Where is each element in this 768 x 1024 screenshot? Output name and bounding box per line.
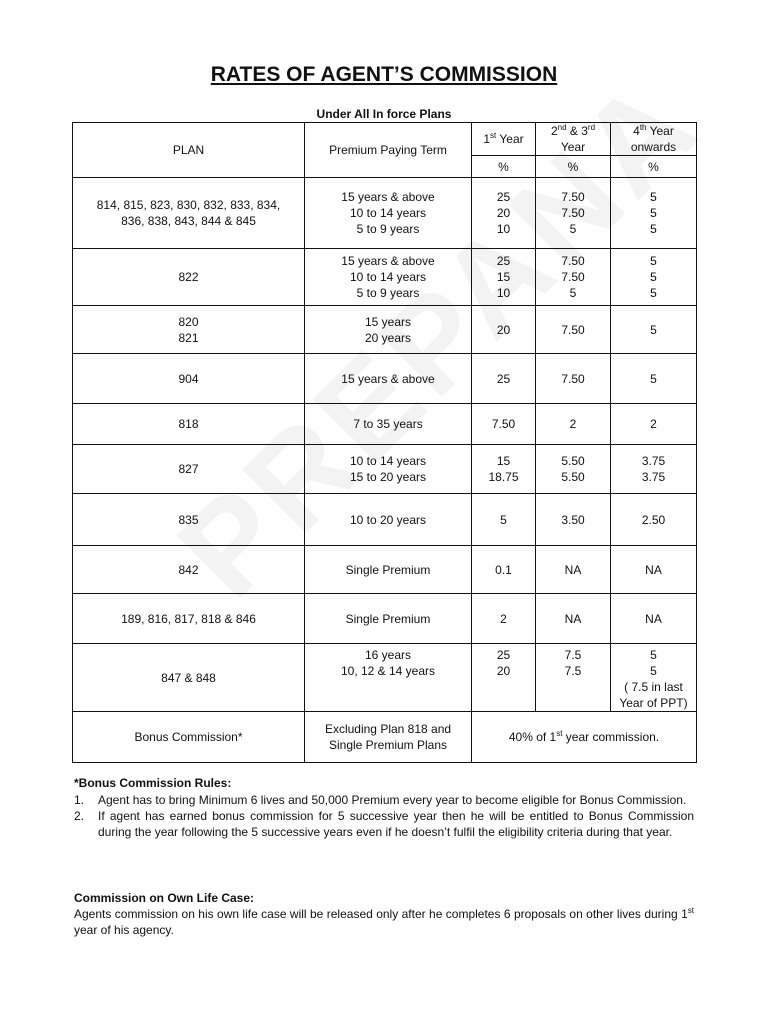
unit-second-third-year: % bbox=[536, 156, 611, 178]
table-row bbox=[73, 546, 697, 594]
bonus-rules-list bbox=[74, 792, 694, 840]
fourth-year-cell: 5 5 5 bbox=[611, 249, 697, 306]
plan-cell: 842 bbox=[73, 546, 305, 594]
ppt-cell: 15 years & above 10 to 14 years 5 to 9 years bbox=[305, 178, 472, 249]
plan-cell: 814, 815, 823, 830, 832, 833, 834, 836, 838, 843, 844 & 845 bbox=[73, 178, 305, 249]
fourth-year-cell: 2.50 bbox=[611, 494, 697, 546]
header-second-third-year: 2nd & 3rd Year bbox=[536, 123, 611, 156]
ppt-cell: 10 to 20 years bbox=[305, 494, 472, 546]
rule-number: 2. bbox=[74, 809, 85, 823]
bonus-label-cell: Bonus Commission* bbox=[73, 712, 305, 763]
first-year-cell: 7.50 bbox=[472, 404, 536, 445]
plan-cell: 189, 816, 817, 818 & 846 bbox=[73, 594, 305, 644]
second-third-year-cell: 3.50 bbox=[536, 494, 611, 546]
table-row bbox=[73, 306, 697, 354]
second-third-year-cell: 7.5 7.5 bbox=[536, 644, 611, 712]
first-year-cell: 25 20 10 bbox=[472, 178, 536, 249]
rule-text: Agent has to bring Minimum 6 lives and 50,000 Premium every year to become eligible for Bonus Commission. bbox=[98, 793, 687, 807]
first-year-cell: 2 bbox=[472, 594, 536, 644]
bonus-rules-heading: *Bonus Commission Rules: bbox=[74, 776, 232, 790]
fourth-year-cell: 5 bbox=[611, 306, 697, 354]
fourth-year-cell: 5 bbox=[611, 354, 697, 404]
rule-text: If agent has earned bonus commission for 5 successive year then he will be entitled to Bonus Commission during the year following the 5 successive years even if he doesn’t fulfil the eligibility criteria during that year. bbox=[98, 809, 694, 839]
table-row bbox=[73, 178, 697, 249]
ppt-cell: 15 years & above 10 to 14 years 5 to 9 years bbox=[305, 249, 472, 306]
plan-cell: 904 bbox=[73, 354, 305, 404]
plan-cell: 820 821 bbox=[73, 306, 305, 354]
table-header-row bbox=[73, 123, 697, 156]
first-year-cell: 5 bbox=[472, 494, 536, 546]
first-year-cell: 25 20 bbox=[472, 644, 536, 712]
fourth-year-cell: NA bbox=[611, 546, 697, 594]
first-year-cell: 15 18.75 bbox=[472, 445, 536, 494]
own-life-heading: Commission on Own Life Case: bbox=[74, 891, 255, 905]
ppt-cell: 15 years & above bbox=[305, 354, 472, 404]
plan-cell: 847 & 848 bbox=[73, 644, 305, 712]
table-row bbox=[73, 445, 697, 494]
table-row bbox=[73, 404, 697, 445]
second-third-year-cell: 2 bbox=[536, 404, 611, 445]
fourth-year-cell: 5 5 ( 7.5 in last Year of PPT) bbox=[611, 644, 697, 712]
bonus-rule bbox=[74, 792, 694, 808]
bonus-row bbox=[73, 712, 697, 763]
table-row bbox=[73, 249, 697, 306]
second-third-year-cell: NA bbox=[536, 546, 611, 594]
second-third-year-cell: NA bbox=[536, 594, 611, 644]
plan-cell: 835 bbox=[73, 494, 305, 546]
table-row bbox=[73, 354, 697, 404]
ppt-cell: 10 to 14 years 15 to 20 years bbox=[305, 445, 472, 494]
fourth-year-cell: 3.75 3.75 bbox=[611, 445, 697, 494]
second-third-year-cell: 5.50 5.50 bbox=[536, 445, 611, 494]
fourth-year-cell: 2 bbox=[611, 404, 697, 445]
second-third-year-cell: 7.50 bbox=[536, 354, 611, 404]
second-third-year-cell: 7.50 bbox=[536, 306, 611, 354]
ppt-cell: Single Premium bbox=[305, 594, 472, 644]
second-third-year-cell: 7.50 7.50 5 bbox=[536, 178, 611, 249]
table-row bbox=[73, 594, 697, 644]
fourth-year-cell: 5 5 5 bbox=[611, 178, 697, 249]
fourth-year-cell: NA bbox=[611, 594, 697, 644]
ppt-cell: Single Premium bbox=[305, 546, 472, 594]
plan-cell: 822 bbox=[73, 249, 305, 306]
bonus-value-cell: 40% of 1st year commission. bbox=[472, 712, 697, 763]
commission-table bbox=[72, 122, 697, 763]
first-year-cell: 0.1 bbox=[472, 546, 536, 594]
page-title: RATES OF AGENT’S COMMISSION bbox=[210, 63, 558, 86]
rule-number: 1. bbox=[74, 793, 85, 807]
first-year-cell: 25 bbox=[472, 354, 536, 404]
plan-cell: 827 bbox=[73, 445, 305, 494]
unit-fourth-year: % bbox=[611, 156, 697, 178]
table-row bbox=[73, 494, 697, 546]
ppt-cell: 7 to 35 years bbox=[305, 404, 472, 445]
second-third-year-cell: 7.50 7.50 5 bbox=[536, 249, 611, 306]
header-premium-paying-term: Premium Paying Term bbox=[305, 123, 472, 178]
header-fourth-year-onwards: 4th Year onwards bbox=[611, 123, 697, 156]
header-plan: PLAN bbox=[73, 123, 305, 178]
table-row bbox=[73, 644, 697, 712]
first-year-cell: 25 15 10 bbox=[472, 249, 536, 306]
plan-cell: 818 bbox=[73, 404, 305, 445]
table-subtitle: Under All In force Plans bbox=[316, 107, 452, 121]
own-life-text: Agents commission on his own life case will be released only after he completes 6 proposals on other lives during 1st year of his agency. bbox=[74, 906, 694, 937]
ppt-cell: 15 years 20 years bbox=[305, 306, 472, 354]
unit-first-year: % bbox=[472, 156, 536, 178]
first-year-cell: 20 bbox=[472, 306, 536, 354]
ppt-cell: 16 years 10, 12 & 14 years bbox=[305, 644, 472, 712]
bonus-ppt-cell: Excluding Plan 818 and Single Premium Plans bbox=[305, 712, 472, 763]
header-first-year: 1st Year bbox=[472, 123, 536, 156]
bonus-rule bbox=[74, 808, 694, 840]
